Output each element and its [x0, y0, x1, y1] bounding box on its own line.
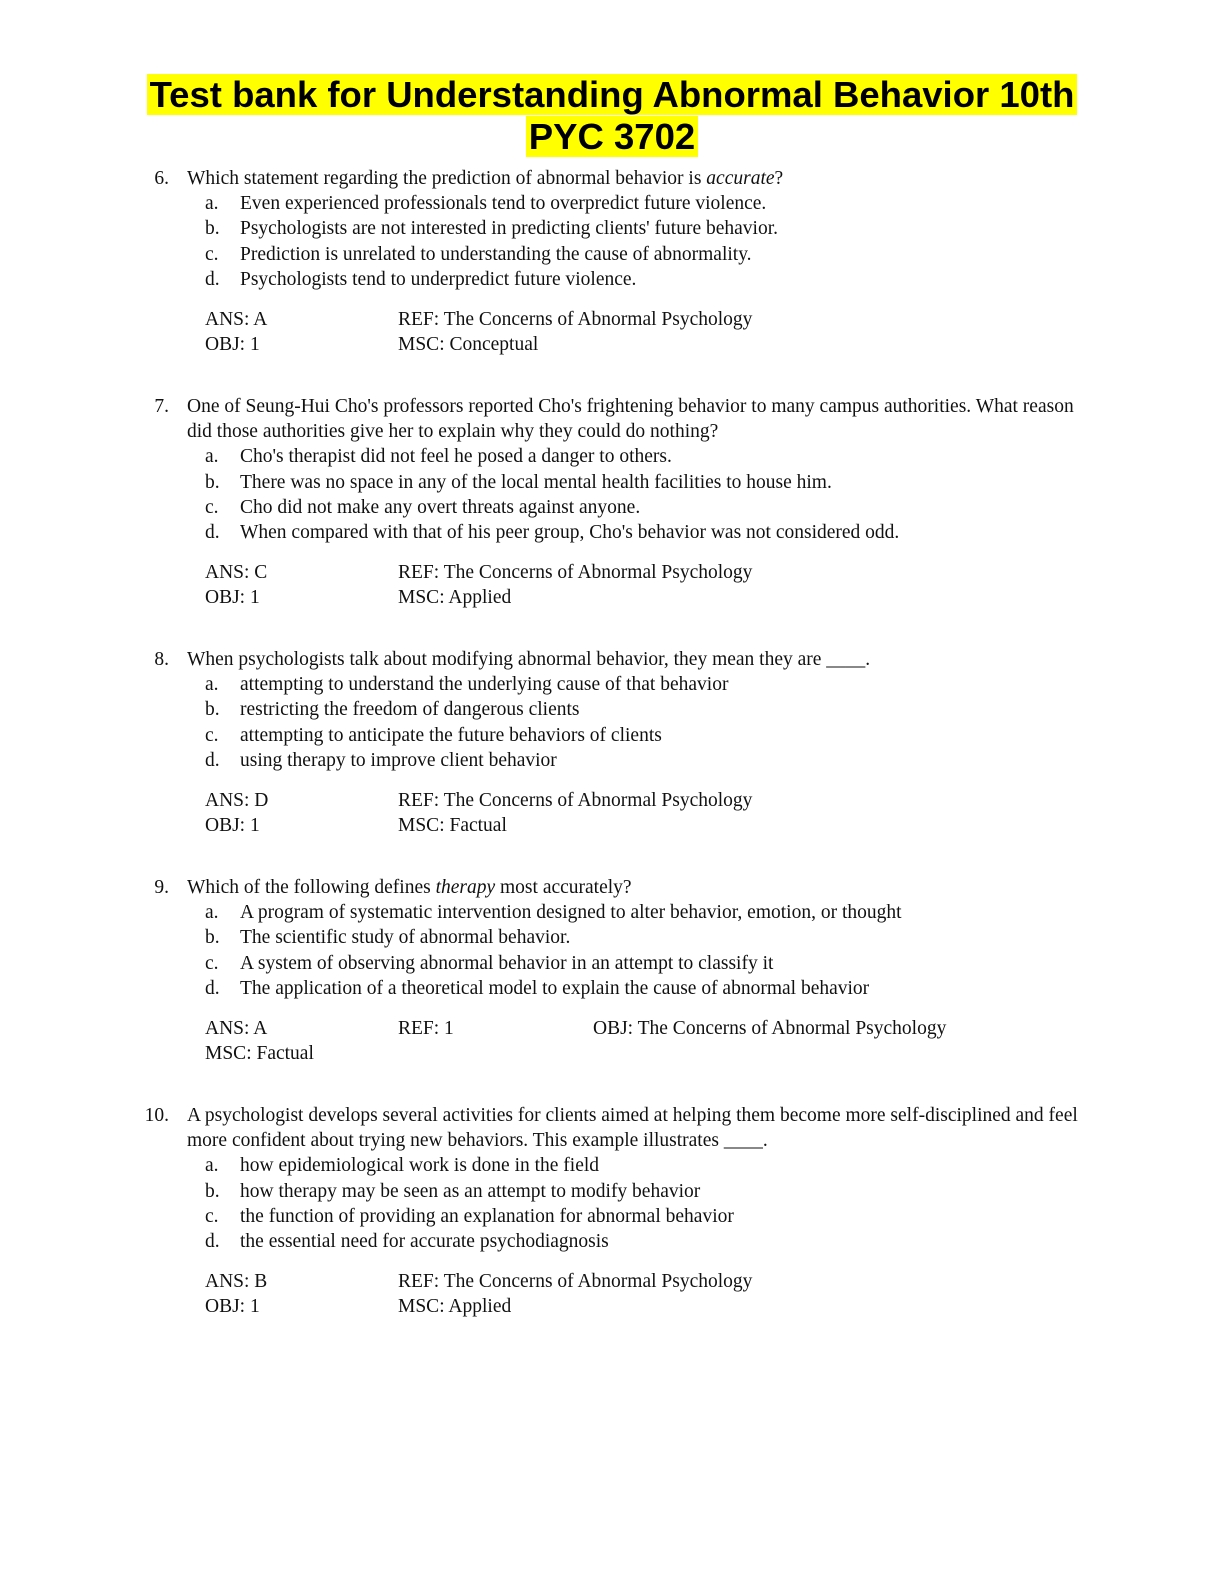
- answer-key: ANS: D: [205, 790, 269, 812]
- objective: OBJ: 1: [205, 1296, 260, 1318]
- question-number: 9.: [154, 877, 169, 898]
- option-a: a. Cho's therapist did not feel he posed a danger to others.: [205, 446, 672, 468]
- question-8: [0, 647, 1224, 839]
- option-d: d. Psychologists tend to underpredict future violence.: [205, 268, 637, 290]
- option-a: a. A program of systematic intervention designed to alter behavior, emotion, or thought: [205, 902, 902, 924]
- option-c: c. the function of providing an explanation for abnormal behavior: [205, 1205, 734, 1227]
- misc-category: MSC: Factual: [205, 1043, 314, 1065]
- option-b: b. The scientific study of abnormal behavior.: [205, 927, 571, 949]
- misc-category: MSC: Conceptual: [398, 334, 539, 356]
- misc-category: MSC: Applied: [398, 587, 512, 609]
- option-c: c. Prediction is unrelated to understanding the cause of abnormality.: [205, 243, 752, 265]
- option-c: c. Cho did not make any overt threats against anyone.: [205, 496, 641, 518]
- question-stem: When psychologists talk about modifying abnormal behavior, they mean they are ____.: [187, 649, 871, 670]
- question-10: [0, 1103, 1224, 1320]
- option-c: c. A system of observing abnormal behavior in an attempt to classify it: [205, 952, 774, 974]
- title-line-1: Test bank for Understanding Abnormal Behavior 10th: [147, 74, 1078, 115]
- answer-metadata: [205, 307, 1224, 358]
- option-a: a. Even experienced professionals tend to overpredict future violence.: [205, 193, 767, 215]
- answer-metadata: [205, 560, 1224, 611]
- question-stem: One of Seung-Hui Cho's professors reported Cho's frightening behavior to many campus authorities. What reason did those authorities give her to explain why they could do nothing?: [187, 396, 1074, 443]
- answer-key: ANS: C: [205, 562, 268, 584]
- document-title: [0, 74, 1224, 158]
- title-line-2: PYC 3702: [526, 116, 698, 157]
- option-b: b. how therapy may be seen as an attempt to modify behavior: [205, 1180, 701, 1202]
- option-d: d. using therapy to improve client behavior: [205, 749, 557, 771]
- option-b: b. Psychologists are not interested in predicting clients' future behavior.: [205, 218, 779, 240]
- option-d: d. When compared with that of his peer group, Cho's behavior was not considered odd.: [205, 522, 900, 544]
- answer-key: ANS: A: [205, 309, 268, 331]
- answer-metadata: [205, 1269, 1224, 1320]
- question-stem: Which statement regarding the prediction of abnormal behavior is accurate?: [187, 168, 784, 189]
- answer-key: ANS: B: [205, 1271, 268, 1293]
- question-7: [0, 394, 1224, 611]
- question-9: [0, 875, 1224, 1067]
- option-d: d. The application of a theoretical model to explain the cause of abnormal behavior: [205, 977, 870, 999]
- objective: OBJ: 1: [205, 334, 260, 356]
- option-b: b. restricting the freedom of dangerous clients: [205, 699, 580, 721]
- option-c: c. attempting to anticipate the future behaviors of clients: [205, 724, 662, 746]
- objective: OBJ: 1: [205, 587, 260, 609]
- reference: REF: 1: [398, 1018, 454, 1040]
- answer-metadata: [205, 788, 1224, 839]
- question-stem: Which of the following defines therapy most accurately?: [187, 877, 632, 898]
- option-d: d. the essential need for accurate psychodiagnosis: [205, 1231, 609, 1253]
- reference: REF: The Concerns of Abnormal Psychology: [398, 562, 753, 584]
- question-number: 10.: [144, 1105, 169, 1126]
- reference: REF: The Concerns of Abnormal Psychology: [398, 309, 753, 331]
- reference: REF: The Concerns of Abnormal Psychology: [398, 1271, 753, 1293]
- question-stem: A psychologist develops several activities for clients aimed at helping them become more self-disciplined and feel more confident about trying new behaviors. This example illustrates ____.: [187, 1105, 1078, 1152]
- question-number: 6.: [154, 168, 169, 189]
- option-a: a. attempting to understand the underlying cause of that behavior: [205, 674, 729, 696]
- question-number: 8.: [154, 649, 169, 670]
- question-6: [0, 166, 1224, 358]
- option-a: a. how epidemiological work is done in the field: [205, 1155, 600, 1177]
- answer-key: ANS: A: [205, 1018, 268, 1040]
- reference: REF: The Concerns of Abnormal Psychology: [398, 790, 753, 812]
- option-b: b. There was no space in any of the local mental health facilities to house him.: [205, 471, 832, 493]
- objective: OBJ: 1: [205, 815, 260, 837]
- objective: OBJ: The Concerns of Abnormal Psychology: [593, 1018, 947, 1040]
- question-number: 7.: [154, 396, 169, 417]
- answer-metadata: [205, 1016, 1224, 1067]
- misc-category: MSC: Factual: [398, 815, 507, 837]
- misc-category: MSC: Applied: [398, 1296, 512, 1318]
